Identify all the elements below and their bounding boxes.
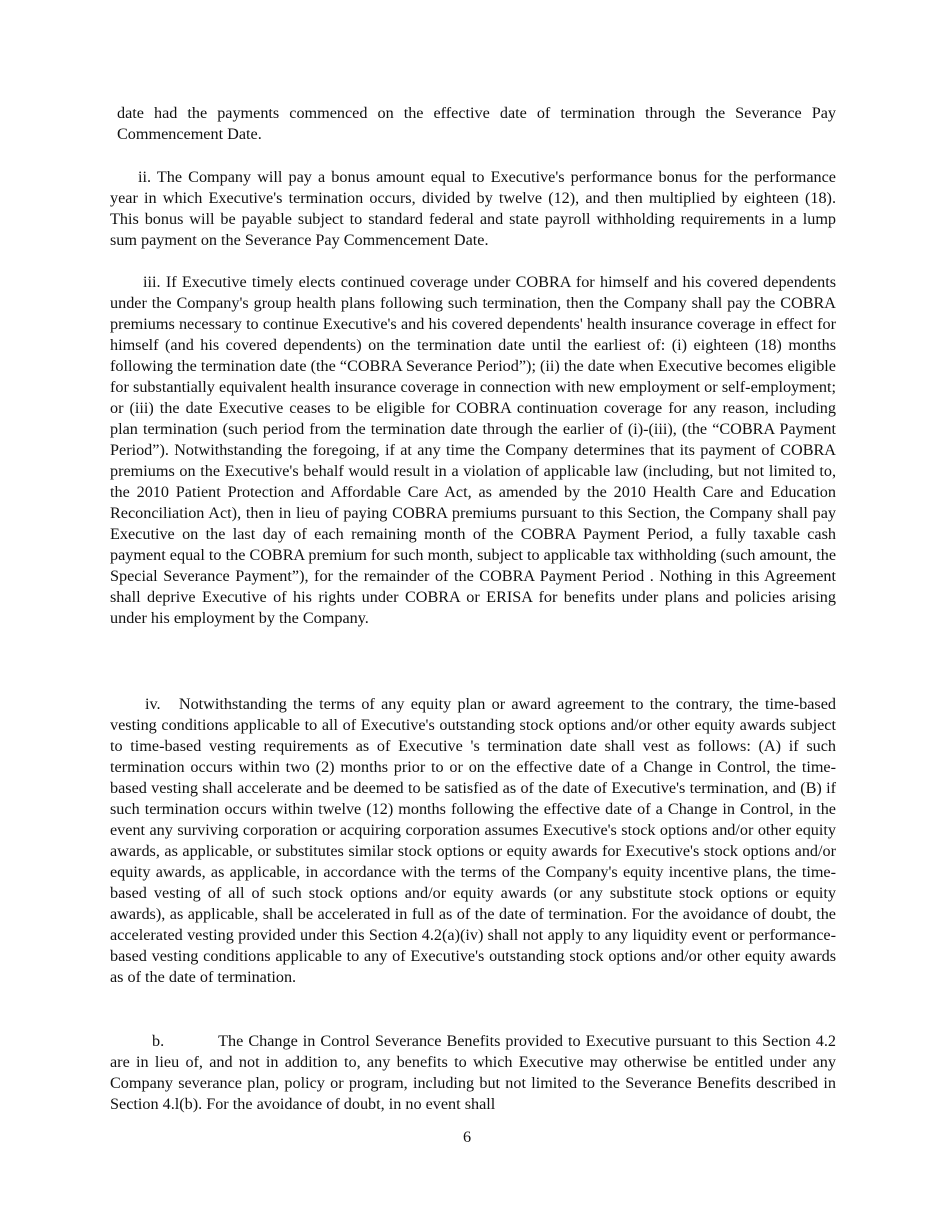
paragraph-text: If Executive timely elects continued coverage under COBRA for himself and his covered dependents under the Company's group health plans following such termination, then the Company shall pay the COBRA premiums necessary to continue Executive's and his covered dependents' health insurance coverage in effect for himself (and his covered dependents) on the termination date until the earliest of: (i) eighteen (18) months following the termination date (the “COBRA Severance Period”); (ii) the date when Executive becomes eligible for substantially equivalent health insurance coverage in connection with new employment or self-employment; or (iii) the date Executive ceases to be eligible for COBRA continuation coverage for any reason, including plan termination (such period from the termination date through the earlier of (i)-(iii), (the “COBRA Payment Period”). Notwithstanding the foregoing, if at any time the Company determines that its payment of COBRA premiums on the Executive's behalf would result in a violation of applicable law (including, but not limited to, the 2010 Patient Protection and Affordable Care Act, as amended by the 2010 Health Care and Education Reconciliation Act), then in lieu of paying COBRA premiums pursuant to this Section, the Company shall pay Executive on the last day of each remaining month of the COBRA Payment Period, a fully taxable cash payment equal to the COBRA premium for such month, subject to applicable tax withholding (such amount, the Special Severance Payment”), for the remainder of the COBRA Payment Period . Nothing in this Agreement shall deprive Executive of his rights under COBRA or ERISA for benefits under plans and policies arising under his employment by the Company. <box>110 273 836 627</box>
paragraph-iii <box>110 272 836 629</box>
paragraph-text: The Company will pay a bonus amount equal to Executive's performance bonus for the performance year in which Executive's termination occurs, divided by twelve (12), and then multiplied by eighteen (18). This bonus will be payable subject to standard federal and state payroll withholding requirements in a lump sum payment on the Severance Pay Commencement Date. <box>110 168 836 249</box>
paragraph-label: iv. <box>145 695 161 713</box>
paragraph-ii <box>110 167 836 251</box>
paragraph-label: ii. <box>138 168 152 186</box>
paragraph-text: The Change in Control Severance Benefits provided to Executive pursuant to this Section 4.2 are in lieu of, and not in addition to, any benefits to which Executive may otherwise be entitled under any Company severance plan, policy or program, including but not limited to the Severance Benefits described in Section 4.l(b). For the avoidance of doubt, in no event shall <box>110 1032 836 1113</box>
paragraph-label: b. <box>152 1032 165 1050</box>
paragraph-b <box>110 1031 836 1115</box>
page-number: 6 <box>462 1128 472 1146</box>
paragraph-text: Notwithstanding the terms of any equity plan or award agreement to the contrary, the time-based vesting conditions applicable to all of Executive's outstanding stock options and/or other equity awards subject to time-based vesting requirements as of Executive 's termination date shall vest as follows: (A) if such termination occurs within two (2) months prior to or on the effective date of a Change in Control, the time-based vesting shall accelerate and be deemed to be satisfied as of the date of Executive's termination, and (B) if such termination occurs within twelve (12) months following the effective date of a Change in Control, in the event any surviving corporation or acquiring corporation assumes Executive's stock options and/or other equity awards, as applicable, or substitutes similar stock options or equity awards for Executive's stock options and/or equity awards, as applicable, in accordance with the terms of the Company's equity incentive plans, the time-based vesting of all of such stock options and/or equity awards (or any substitute stock options or equity awards), as applicable, shall be accelerated in full as of the date of termination. For the avoidance of doubt, the accelerated vesting provided under this Section 4.2(a)(iv) shall not apply to any liquidity event or performance-based vesting conditions applicable to any of Executive's outstanding stock options and/or other equity awards as of the date of termination. <box>110 695 836 986</box>
paragraph-continuation <box>117 103 836 145</box>
paragraph-label: iii. <box>143 273 161 291</box>
paragraph-iv <box>110 694 836 988</box>
paragraph-text: date had the payments commenced on the effective date of termination through the Severance Pay Commencement Date. <box>117 104 836 143</box>
